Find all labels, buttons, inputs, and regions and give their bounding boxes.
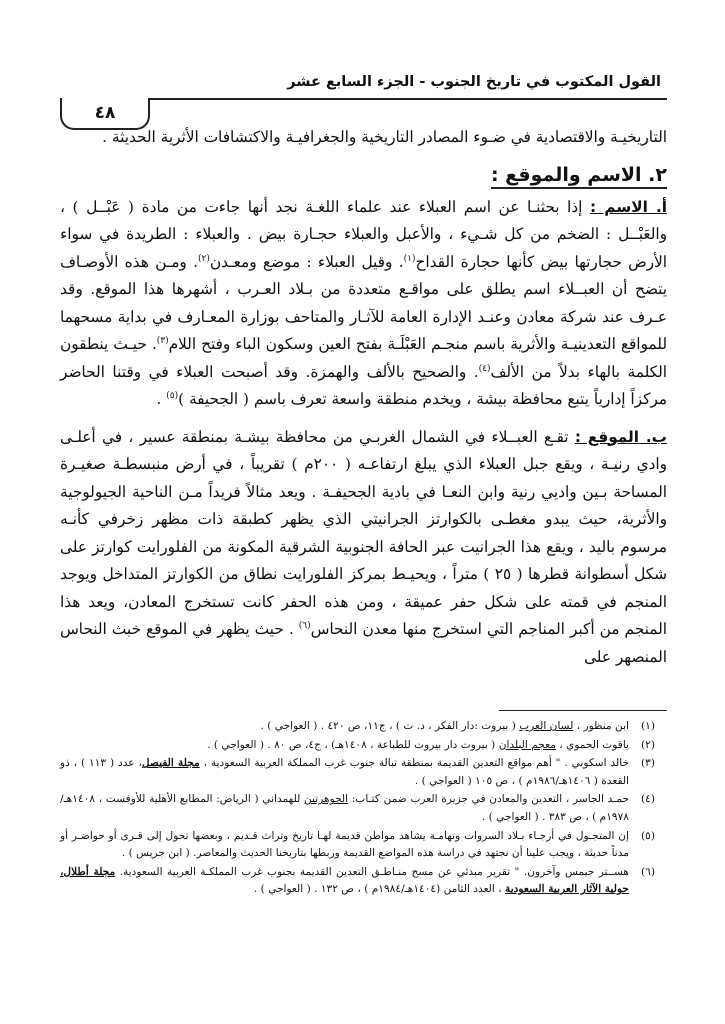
- paragraph-name: [60, 194, 667, 414]
- footnote: [60, 718, 667, 736]
- footnote-ref[interactable]: (٥): [166, 390, 179, 401]
- text-segment: تقـع العبــلاء في الشمال الغربـي من محافظة بيشـة بمنطقة عسير ، في أعلـى وادي رنيـة ، ويقع جبل العبلاء الذي يبلغ ارتفاعـه ( ٢٠٠م ) تقريباً ، في أرض منبسطـة صغيـرة المساحة بـين واديي رنية وابن النعـا في بادية الجحيفـة . ويعد مثالاً فريداً مـن الناحية الجيولوجية والأثرية، حيث يبدو مغطـى بالكوارتز الجرانيتي الذي يظهر كطبقة ذات مظهر زخرفي كأنـه مرسوم باليد ، ويقع هذا الجرانيت عبر الحافة الجنوبية الشرقية المكونة من الفلورايت كوارتز على شكل أسطوانة قطرها ( ٢٥ ) متراً ، ويحيـط بمركز الفلورايت نطاق من الكوارتز المتداخل ويوجد المنجم في قمته على شكل حفر عميقة ، ومن هذه الحفر كانت تستخرج المعادن، ويعد هذا المنجم من أكبر المناجم التي استخرج منها معدن النحاس: [60, 427, 667, 638]
- running-title: القول المكتوب في تاريخ الجنوب - الجزء السابع عشر: [287, 74, 661, 90]
- footnote-text-part: ياقوت الحموي ،: [555, 738, 629, 751]
- footnote-number: (٦): [641, 865, 655, 878]
- header-rule: [60, 98, 667, 100]
- footnote-number: (١): [641, 720, 655, 732]
- footnote-number: (٥): [641, 829, 655, 842]
- subheading-location: ب. الموقع :: [574, 427, 668, 446]
- footnote: [60, 737, 667, 755]
- running-header: [60, 62, 667, 122]
- footnotes: [60, 718, 667, 900]
- footnote-text: [60, 737, 629, 755]
- section-heading: [60, 160, 667, 190]
- subheading-name: أ. الاسم :: [590, 197, 667, 216]
- text-segment: . حيث يظهر في الموقع خبث النحاس المنصهر على: [60, 620, 667, 666]
- footnote-text-part: للهمداني ( الرياض: المطابع الأهلية للأوفست ، ١٤٠٨هـ/١٩٧٨م ) ، ص ٣٨٣ . ( العواجي ) .: [60, 793, 629, 823]
- footnote-number: (٢): [641, 738, 655, 751]
- text-segment: . ومـن هذه الأوصـاف يتضح أن العبــلاء اسم يطلق على مواقـع متعددة من بـلاد العـرب ، أشهرها هذا الموقع. وقد عـرف عند شركة معادن وعنـد الإدارة العامة للآثـار والمتاحف بوزارة المعـارف في بداية مسحهما للمواقع التعدينيـة والأثرية باسم منجـم العَبْلَـة بفتح العين وسكون الباء وفتح اللام: [60, 252, 667, 353]
- body-text: [60, 124, 667, 671]
- footnote-ref[interactable]: (٦): [298, 620, 311, 631]
- footnote-text-part: ( بيروت دار بيروت للطباعة ، ١٤٠٨هـ) ، ج٤، ص ٨٠ . ( العواجي ) .: [207, 738, 499, 751]
- footnote-number: (٣): [641, 757, 655, 770]
- footnote-source-title: مجلة أطلال، حولية الآثار العربية السعودية: [60, 865, 629, 896]
- footnote-ref[interactable]: (١): [403, 253, 416, 264]
- text-segment: إذا بحثنـا عن اسم العبلاء عند علماء اللغـة نجد أنها جاءت من مادة ( عَبْــل ) ، والعَبْــل : الضخم من كل شـيء ، والأعبل والعبلاء حجـارة بيض . والعبلاء : الطريدة في سواء الأرض حجارتها بيض كأنها حجارة القداح: [60, 197, 667, 271]
- footnote-source-title: الجوهرتين: [303, 793, 349, 806]
- footnote-separator: [499, 710, 667, 711]
- footnote-text: [60, 828, 629, 863]
- footnote-ref[interactable]: (٣): [156, 335, 169, 346]
- footnote-text-part: ( بيروت :دار الفكر ، د. ت ) ، ج١١، ص ٤٢٠ . ( العواجي ) .: [260, 720, 520, 732]
- footnote-text: [60, 791, 629, 826]
- section-heading-text: ٢. الاسم والموقع :: [491, 164, 667, 189]
- footnote-text-part: حمـد الجاسر ، التعدين والمعادن في جزيرة العرب ضمن كتـاب:: [348, 793, 629, 806]
- footnote-text-part: ابن منظور ،: [573, 720, 629, 732]
- footnote-ref[interactable]: (٤): [478, 363, 491, 374]
- footnote-text-part: ، عدد ( ١١٣ ) ، ذو القعدة ( ١٤٠٦هـ/١٩٨٦م ) ، ص ١٠٥ ( العواجي ) .: [60, 757, 629, 787]
- footnote-source-title: معجم البلدان: [498, 738, 556, 751]
- footnote: [60, 864, 667, 899]
- text-segment: . حيـث ينطقون الكلمة بالهاء بدلاً من الألف: [60, 335, 668, 381]
- footnote: [60, 828, 667, 863]
- footnote-text: [60, 864, 629, 899]
- footnote-number: (٤): [641, 793, 655, 806]
- footnote: [60, 755, 667, 790]
- footnote-text-part: هســتر جيمس وآخرون. " تقرير مبدئي عن مسح منـاطـق التعدين القديمة بجنوب غرب المملكـة العربية السعودية.: [115, 865, 629, 878]
- text-segment: . والصحيح بالألف والهمزة. وقد أصبحت العبلاء في وقتنا الحاضر مركزاً إدارياً يتبع محافظة بيشة ، ويخدم منطقة واسعة تعرف باسم ( الجحيفة ): [60, 362, 667, 408]
- page-number: ٤٨: [60, 98, 150, 130]
- footnote-ref[interactable]: (٢): [198, 253, 210, 264]
- intro-paragraph: التاريخيـة والاقتصادية في ضـوء المصادر التاريخية والجغرافيـة والاكتشافات الأثرية الحديثة .: [102, 128, 667, 146]
- book-page: [60, 0, 667, 1024]
- paragraph-location: [60, 424, 667, 672]
- footnote-text: [60, 718, 629, 736]
- footnote-source-title: لسان العرب: [519, 720, 574, 732]
- text-segment: .: [156, 390, 167, 408]
- footnote-text-part: ، العدد الثامن (١٤٠٤هـ/١٩٨٤م ) ، ص ١٣٢ . ( العواجي ) .: [253, 883, 506, 896]
- footnote-text-part: خالد اسكوبي . " أهم مواقع التعدين القديمة بمنطقة تبالة جنوب غرب المملكة العربية السعودية ،: [199, 757, 629, 770]
- footnote: [60, 791, 667, 826]
- footnote-text: [60, 755, 629, 790]
- footnote-text-part: إن المتجـول في أرجـاء بـلاد السروات وتهامـة يشاهد مواطن قديمة لهـا تاريخ وتراث قـديم ، وبعضها تحول إلى قـرى أو حواضـر أو مدناً حديثة ، ويجب علينا أن نجتهد في دراسة هذه المواضع القديمة وربطها بتاريخنا الحديث والمعاصر. ( ابن جريس ) .: [60, 829, 629, 860]
- footnote-source-title: مجلة الفيصل: [141, 757, 200, 770]
- text-segment: . وقيل العبلاء : موضع ومعـدن: [209, 252, 404, 271]
